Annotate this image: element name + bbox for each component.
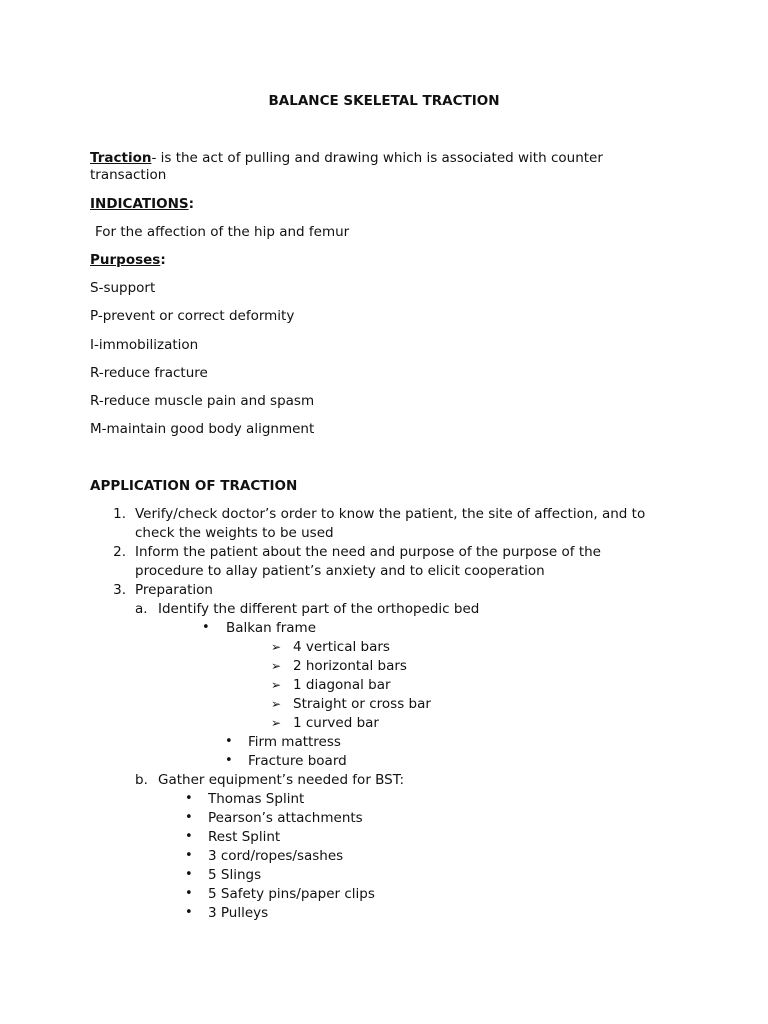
equipment-item: 5 Safety pins/paper clips xyxy=(208,886,375,902)
purpose-item: R-reduce fracture xyxy=(90,365,208,381)
bullet-icon: • xyxy=(185,886,193,901)
bullet-icon: • xyxy=(185,848,193,863)
sub-a-text: Identify the different part of the orthopedic bed xyxy=(158,601,480,617)
sub-letter: a. xyxy=(135,601,148,617)
equipment-item: 3 Pulleys xyxy=(208,905,269,921)
document-title: BALANCE SKELETAL TRACTION xyxy=(268,93,500,109)
equipment-item: Pearson’s attachments xyxy=(208,810,363,826)
bullet-icon: • xyxy=(185,791,193,806)
indications-heading-line xyxy=(90,195,194,213)
bullet-icon: • xyxy=(225,753,233,768)
step-number: 2. xyxy=(113,544,126,560)
step-text: procedure to allay patient’s anxiety and to elicit cooperation xyxy=(135,563,545,579)
balkan-part: Straight or cross bar xyxy=(293,696,431,712)
step-number: 3. xyxy=(113,582,126,598)
definition-line-1 xyxy=(90,149,603,167)
equipment-item: 5 Slings xyxy=(208,867,262,883)
definition-term: Traction xyxy=(90,150,152,166)
balkan-part: 4 vertical bars xyxy=(293,639,390,655)
bed-part: Firm mattress xyxy=(248,734,341,750)
indications-colon: : xyxy=(188,196,194,212)
definition-text: - is the act of pulling and drawing which is associated with counter xyxy=(151,150,603,166)
purposes-colon: : xyxy=(160,252,166,268)
balkan-part: 2 horizontal bars xyxy=(293,658,407,674)
bullet-icon: • xyxy=(225,734,233,749)
bed-part: Fracture board xyxy=(248,753,347,769)
indications-text: For the affection of the hip and femur xyxy=(95,224,350,240)
purpose-item: P-prevent or correct deformity xyxy=(90,308,295,324)
sub-letter: b. xyxy=(135,772,148,788)
purposes-heading-line xyxy=(90,251,166,269)
application-heading: APPLICATION OF TRACTION xyxy=(90,478,298,494)
bullet-icon: • xyxy=(185,810,193,825)
purpose-item: S-support xyxy=(90,280,156,296)
step-text: Preparation xyxy=(135,582,213,598)
arrow-bullet-icon: ➢ xyxy=(271,716,282,730)
bullet-icon: • xyxy=(185,867,193,882)
bullet-icon: • xyxy=(185,905,193,920)
step-text: Inform the patient about the need and purpose of the purpose of the xyxy=(135,544,601,560)
arrow-bullet-icon: ➢ xyxy=(271,697,282,711)
bullet-icon: • xyxy=(185,829,193,844)
arrow-bullet-icon: ➢ xyxy=(271,640,282,654)
purpose-item: I-immobilization xyxy=(90,337,199,353)
indications-heading: INDICATIONS xyxy=(90,196,189,212)
purposes-heading: Purposes xyxy=(90,252,161,268)
equipment-item: Rest Splint xyxy=(208,829,281,845)
balkan-part: 1 diagonal bar xyxy=(293,677,391,693)
balkan-frame: Balkan frame xyxy=(226,620,317,636)
bullet-icon: • xyxy=(202,620,210,635)
balkan-part: 1 curved bar xyxy=(293,715,379,731)
equipment-item: Thomas Splint xyxy=(208,791,305,807)
purpose-item: M-maintain good body alignment xyxy=(90,421,315,437)
step-number: 1. xyxy=(113,506,126,522)
arrow-bullet-icon: ➢ xyxy=(271,678,282,692)
step-text: check the weights to be used xyxy=(135,525,334,541)
purpose-item: R-reduce muscle pain and spasm xyxy=(90,393,315,409)
step-text: Verify/check doctor’s order to know the patient, the site of affection, and to xyxy=(135,506,646,522)
arrow-bullet-icon: ➢ xyxy=(271,659,282,673)
definition-line-2: transaction xyxy=(90,167,167,183)
equipment-item: 3 cord/ropes/sashes xyxy=(208,848,344,864)
sub-b-text: Gather equipment’s needed for BST: xyxy=(158,772,405,788)
